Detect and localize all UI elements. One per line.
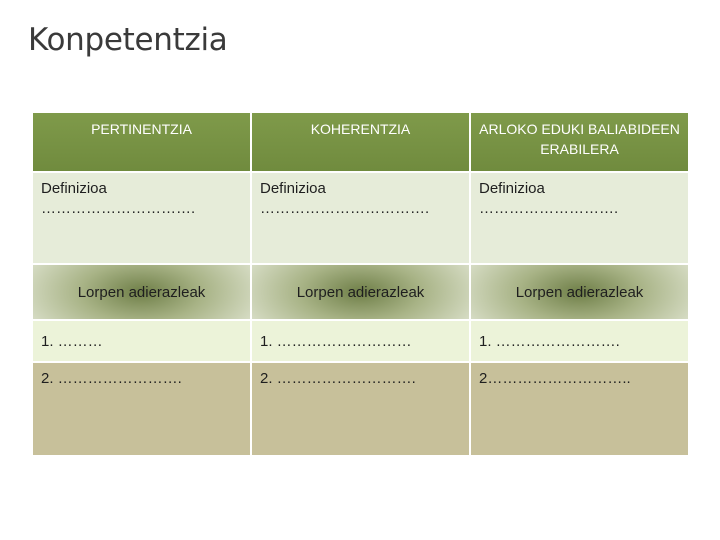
indicator-label: Lorpen adierazleak	[251, 264, 470, 320]
item-cell: 2………………………..	[470, 362, 689, 456]
indicator-label: Lorpen adierazleak	[32, 264, 251, 320]
definition-cell	[251, 172, 470, 264]
definition-row	[32, 172, 689, 264]
item-cell: 1. ………	[32, 320, 251, 362]
table-row	[32, 362, 689, 456]
definition-placeholder: ………………………….	[41, 200, 196, 217]
definition-label: Definizioa	[479, 180, 545, 197]
definition-label: Definizioa	[41, 180, 107, 197]
header-koherentzia: KOHERENTZIA	[251, 112, 470, 172]
item-cell: 1. …………………….	[470, 320, 689, 362]
definition-cell	[32, 172, 251, 264]
indicator-label: Lorpen adierazleak	[470, 264, 689, 320]
indicator-row	[32, 264, 689, 320]
slide-title: Konpetentzia	[28, 22, 228, 58]
item-cell: 2. ……………………….	[251, 362, 470, 456]
item-cell: 1. ………………………	[251, 320, 470, 362]
competence-table	[31, 111, 690, 457]
header-arloko-eduki: ARLOKO EDUKI BALIABIDEEN ERABILERA	[470, 112, 689, 172]
definition-label: Definizioa	[260, 180, 326, 197]
definition-cell	[470, 172, 689, 264]
header-row	[32, 112, 689, 172]
definition-placeholder: ……………………….	[479, 200, 619, 217]
definition-placeholder: …………………………….	[260, 200, 430, 217]
item-cell: 2. …………………….	[32, 362, 251, 456]
header-pertinentzia: PERTINENTZIA	[32, 112, 251, 172]
table-row	[32, 320, 689, 362]
